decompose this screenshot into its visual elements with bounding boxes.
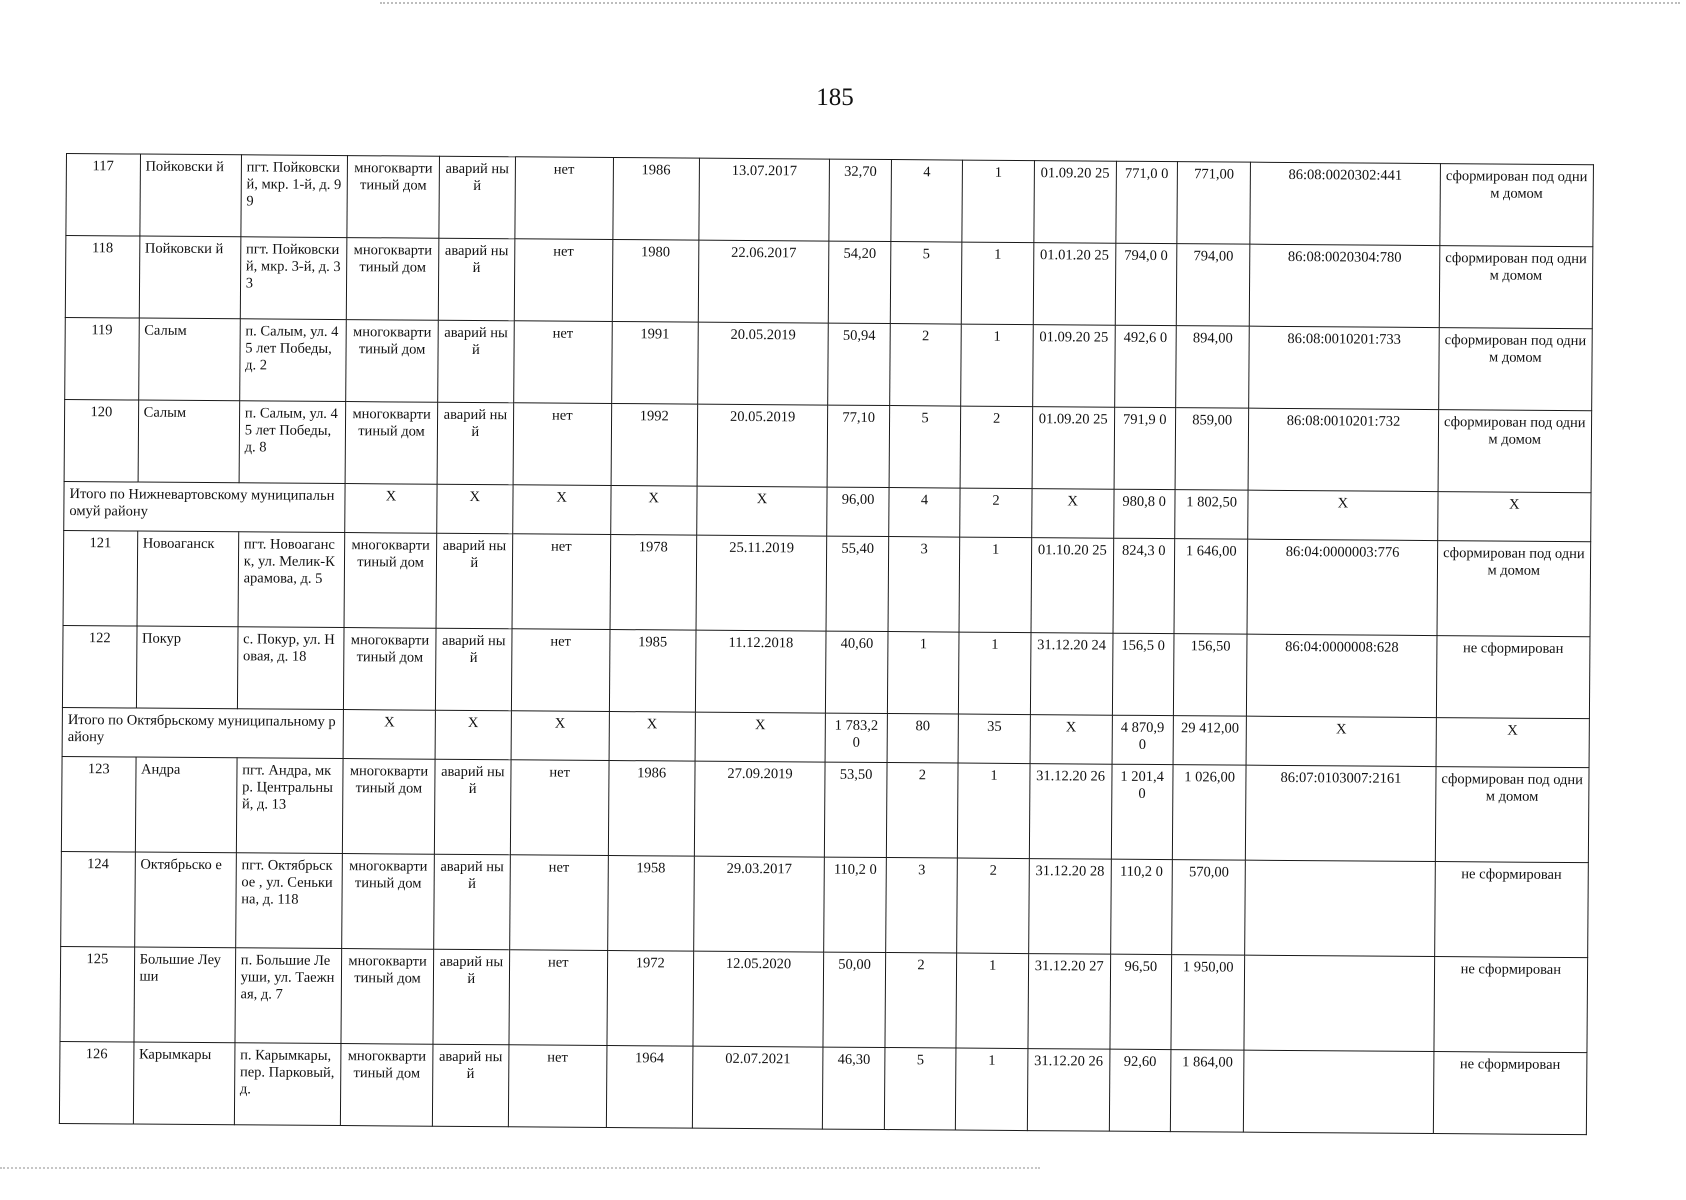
table-cell: 1 (961, 324, 1033, 407)
table-cell: нет (509, 855, 608, 951)
table-cell: 86:04:0000008:628 (1247, 634, 1437, 717)
table-cell: 20.05.2019 (697, 404, 828, 487)
table-cell: 1986 (608, 760, 695, 856)
total-cell: 29 412,00 (1173, 716, 1247, 766)
table-cell: 122 (62, 625, 136, 708)
table-cell: п. Салым, ул. 45 лет Победы, д. 2 (239, 319, 346, 402)
table-cell: не сформирован (1434, 862, 1588, 958)
table-cell: 794,00 (1176, 244, 1250, 327)
table-cell: аварий ный (433, 949, 509, 1045)
table-cell: 2 (957, 858, 1029, 954)
table-cell: Новоаганск (137, 531, 239, 627)
table-cell: 01.09.20 25 (1032, 325, 1114, 408)
table-cell: 117 (66, 154, 140, 237)
table-cell: нет (510, 760, 609, 856)
registry-sheet (59, 153, 1594, 1135)
table-cell: 31.12.20 26 (1029, 764, 1111, 860)
total-cell: X (511, 711, 609, 761)
table-row (65, 236, 1593, 329)
table-cell: 1 201,4 0 (1111, 764, 1173, 859)
table-cell: пгт. Пойковский, мкр. 3-й, д. 33 (240, 237, 347, 320)
table-cell: 118 (65, 236, 139, 319)
table-cell: 11.12.2018 (695, 630, 826, 713)
table-cell: 86:08:0010201:732 (1249, 408, 1439, 491)
total-label: Итого по Октябрьскому муниципальному району (62, 707, 343, 758)
table-cell: аварий ный (435, 628, 511, 711)
table-cell: нет (513, 321, 612, 404)
table-cell: 02.07.2021 (692, 1046, 823, 1129)
table-cell: 54,20 (829, 241, 891, 323)
table-cell: 31.12.20 24 (1030, 633, 1112, 716)
table-cell: Октябрьско е (134, 852, 236, 948)
total-cell: 4 (888, 488, 960, 538)
table-cell: п. Большие Леуши, ул. Таежная, д. 7 (235, 948, 342, 1044)
table-cell: 1 (959, 632, 1031, 715)
table-cell: пгт. Пойковский, мкр. 1-й, д. 99 (241, 155, 348, 238)
table-cell: 53,50 (825, 762, 887, 857)
total-cell: X (1437, 492, 1591, 542)
table-cell: многокварти тиный дом (342, 854, 435, 950)
table-cell: 40,60 (826, 631, 888, 713)
table-cell: многокварти тиный дом (344, 533, 437, 629)
table-cell: 824,3 0 (1113, 538, 1175, 633)
table-cell: 2 (886, 763, 958, 859)
table-cell: аварий ный (439, 156, 515, 239)
table-cell: 1 950,00 (1171, 955, 1245, 1051)
table-cell: многокварти тиный дом (342, 759, 435, 855)
total-cell: 4 870,9 0 (1112, 715, 1174, 764)
table-cell: 46,30 (823, 1047, 885, 1129)
table-cell: многокварти тиный дом (343, 628, 436, 711)
table-cell: 25.11.2019 (696, 535, 828, 631)
total-cell: 96,00 (827, 487, 889, 536)
table-cell: нет (513, 403, 612, 486)
table-row (60, 946, 1588, 1052)
table-cell: 1985 (609, 629, 695, 712)
table-cell: 3 (885, 858, 957, 954)
registry-table (59, 153, 1594, 1135)
table-cell (1245, 860, 1435, 956)
table-cell: сформирован под одним домом (1435, 767, 1589, 863)
table-cell: сформирован под одним домом (1439, 246, 1593, 329)
table-cell: нет (515, 157, 614, 240)
table-cell (1244, 955, 1434, 1051)
table-cell: 27.09.2019 (694, 761, 826, 857)
table-cell: 794,0 0 (1115, 243, 1177, 325)
table-cell: 86:07:0103007:2161 (1246, 765, 1436, 861)
table-row (65, 317, 1593, 410)
total-label: Итого по Нижневартовскому муниципальномуй району (64, 481, 345, 532)
table-cell: с. Покур, ул. Новая, д. 18 (237, 627, 344, 710)
table-cell: 2 (889, 324, 961, 407)
table-cell: не сформирован (1436, 636, 1590, 719)
table-cell: 1992 (611, 404, 697, 487)
table-cell: 1 (962, 160, 1034, 243)
table-cell: 92,60 (1109, 1049, 1171, 1131)
table-cell: 86:08:0020302:441 (1250, 162, 1440, 245)
table-cell: 1 (887, 632, 959, 715)
table-cell: Пойковски й (139, 236, 241, 319)
table-cell: 110,2 0 (824, 857, 886, 952)
table-cell: 01.09.20 25 (1034, 161, 1116, 244)
table-cell: многокварти тиный дом (347, 156, 440, 239)
total-cell: X (1246, 716, 1435, 766)
total-cell: 980,8 0 (1113, 489, 1175, 538)
table-cell: аварий ный (434, 854, 510, 950)
table-cell: 1 (956, 953, 1028, 1049)
total-cell: X (695, 712, 826, 762)
table-cell: Андра (135, 757, 237, 853)
table-cell: 771,0 0 (1115, 161, 1177, 243)
table-cell: не сформирован (1433, 957, 1587, 1053)
total-cell: X (512, 485, 610, 535)
table-cell: 31.12.20 28 (1028, 859, 1110, 955)
table-cell: 126 (59, 1041, 133, 1124)
table-cell: аварий ный (436, 533, 512, 629)
table-cell: многокварти тиный дом (346, 238, 439, 321)
table-cell: пгт. Новоаганск, ул. Мелик-Карамова, д. 5 (238, 532, 345, 628)
total-cell: X (1436, 718, 1590, 768)
table-cell: аварий ный (438, 320, 514, 403)
table-cell: 1 (959, 537, 1031, 633)
table-cell: многокварти тиный дом (345, 402, 438, 485)
registry-body (59, 154, 1593, 1135)
table-cell: 86:08:0010201:733 (1249, 326, 1439, 409)
table-cell: 2 (960, 406, 1032, 489)
table-cell: нет (509, 950, 608, 1046)
total-cell: X (437, 484, 513, 534)
table-cell: 1964 (606, 1045, 692, 1128)
table-cell: 50,00 (823, 952, 885, 1047)
table-cell: сформирован под одним домом (1437, 541, 1591, 637)
table-cell: 2 (885, 953, 957, 1049)
table-cell: 86:08:0020304:780 (1250, 244, 1440, 327)
table-cell: Карымкары (133, 1042, 235, 1125)
table-cell: 1 (958, 763, 1030, 859)
table-cell: Салым (138, 400, 240, 483)
table-cell: 125 (60, 946, 134, 1042)
table-row (63, 530, 1591, 636)
table-cell: 86:04:0000003:776 (1247, 539, 1437, 635)
total-cell: X (345, 484, 437, 534)
table-cell: 110,2 0 (1110, 859, 1172, 954)
table-cell: сформирован под одним домом (1439, 164, 1593, 247)
table-cell: нет (511, 629, 610, 712)
table-cell: аварий ный (434, 759, 510, 855)
table-cell: пгт. Октябрьское , ул. Сенькина, д. 118 (235, 853, 342, 949)
table-cell: аварий ный (432, 1044, 508, 1127)
table-cell (1244, 1050, 1434, 1133)
table-cell: 1 864,00 (1170, 1050, 1244, 1133)
scan-artifact-top (380, 2, 1680, 4)
table-cell: 894,00 (1176, 326, 1250, 409)
table-cell: 50,94 (828, 323, 890, 405)
table-cell: 1958 (607, 855, 694, 951)
table-cell: 1980 (612, 240, 698, 323)
table-cell: 1986 (613, 158, 699, 241)
table-cell: 771,00 (1177, 162, 1251, 245)
table-cell: многокварти тиный дом (341, 949, 434, 1045)
total-cell: 80 (887, 714, 959, 764)
table-cell: 13.07.2017 (698, 158, 829, 241)
table-cell: 29.03.2017 (693, 856, 825, 952)
table-cell: 859,00 (1175, 408, 1249, 491)
table-cell: Салым (138, 318, 240, 401)
table-cell: 01.10.20 25 (1031, 538, 1113, 634)
table-row (66, 154, 1594, 247)
table-cell: Пойковски й (139, 154, 241, 237)
total-cell: 2 (960, 488, 1032, 538)
table-cell: 124 (61, 851, 135, 947)
table-row (64, 399, 1592, 492)
table-cell: п. Салым, ул. 45 лет Победы, д. 8 (239, 401, 346, 484)
total-cell: X (696, 486, 827, 536)
table-cell: 31.12.20 26 (1027, 1049, 1109, 1132)
table-cell: 77,10 (827, 405, 889, 487)
total-cell: 1 783,2 0 (825, 713, 887, 762)
total-cell: X (1030, 715, 1112, 765)
table-cell: 570,00 (1172, 860, 1246, 956)
table-cell: 123 (61, 756, 135, 852)
table-cell: 1972 (607, 950, 694, 1046)
table-cell: 1991 (611, 322, 697, 405)
table-cell: Большие Леуши (134, 947, 236, 1043)
total-cell: 35 (958, 714, 1030, 764)
table-cell: 791,9 0 (1114, 407, 1176, 489)
table-cell: 01.09.20 25 (1032, 407, 1114, 490)
table-cell: 1 (962, 242, 1034, 325)
table-cell: 121 (63, 530, 137, 626)
total-cell: X (1032, 489, 1114, 539)
total-cell: X (343, 710, 435, 760)
table-cell: 20.05.2019 (697, 322, 828, 405)
table-cell: многокварти тиный дом (346, 320, 439, 403)
table-cell: 96,50 (1110, 954, 1172, 1049)
table-row (61, 756, 1589, 862)
table-cell: 32,70 (829, 159, 891, 241)
table-cell: нет (514, 239, 613, 322)
scan-artifact-bottom (0, 1167, 1040, 1169)
table-row (62, 625, 1590, 718)
table-cell: 31.12.20 27 (1028, 954, 1110, 1050)
table-cell: 4 (891, 160, 963, 243)
table-cell: не сформирован (1433, 1052, 1587, 1135)
total-cell: X (435, 710, 511, 760)
table-cell: сформирован под одним домом (1438, 328, 1592, 411)
table-cell: 22.06.2017 (698, 240, 829, 323)
total-cell: X (1248, 490, 1437, 540)
table-cell: многокварти тиный дом (340, 1044, 433, 1127)
table-row (61, 851, 1589, 957)
table-cell: 5 (890, 242, 962, 325)
table-cell: 5 (889, 406, 961, 489)
table-cell: 1 646,00 (1174, 539, 1248, 635)
table-cell: 12.05.2020 (693, 951, 825, 1047)
table-cell: пгт. Андра, мкр. Центральны й, д. 13 (236, 758, 343, 854)
table-cell: 156,50 (1173, 634, 1247, 717)
table-cell: аварий ный (437, 402, 513, 485)
table-cell: нет (512, 534, 611, 630)
table-cell: 120 (64, 399, 138, 482)
table-cell: Покур (136, 626, 238, 709)
total-cell: X (610, 486, 696, 536)
table-cell: нет (508, 1045, 607, 1128)
total-cell: 1 802,50 (1175, 490, 1249, 540)
table-cell: п. Карымкары, пер. Парковый, д. (234, 1043, 341, 1126)
table-cell: 492,6 0 (1114, 325, 1176, 407)
total-cell: X (609, 711, 695, 761)
table-cell: 01.01.20 25 (1033, 243, 1115, 326)
table-cell: 5 (884, 1048, 956, 1131)
table-row (59, 1041, 1587, 1134)
table-cell: 1 (956, 1048, 1028, 1131)
table-cell: 156,5 0 (1112, 633, 1174, 715)
table-cell: 3 (888, 537, 960, 633)
table-cell: 119 (65, 317, 139, 400)
table-cell: 1 026,00 (1172, 765, 1246, 861)
table-cell: 55,40 (826, 536, 888, 631)
page-number: 185 (816, 84, 854, 111)
table-cell: 1978 (610, 535, 697, 631)
table-cell: сформирован под одним домом (1438, 410, 1592, 493)
table-cell: аварий ный (438, 238, 514, 321)
